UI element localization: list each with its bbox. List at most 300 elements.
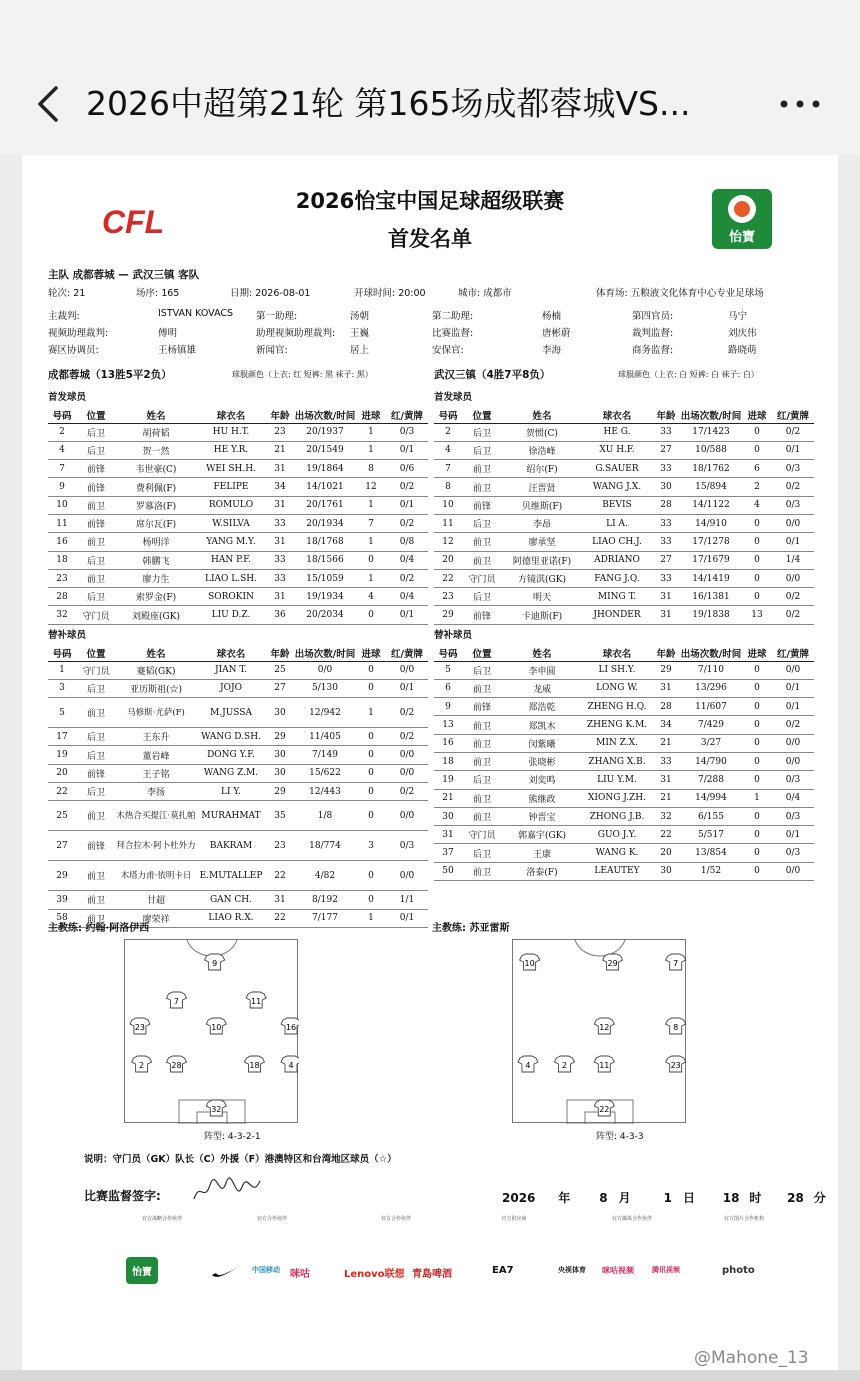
signature-date: [502, 1189, 834, 1206]
table-cell: 5: [434, 661, 462, 679]
table-cell: 20/2034: [294, 606, 356, 624]
shirt-number: 10: [211, 1023, 222, 1032]
table-cell: 后卫: [76, 746, 116, 764]
table-cell: 39: [48, 891, 76, 909]
home-formation-pitch: [124, 939, 298, 1123]
table-cell: 10: [434, 496, 462, 514]
date-hour: 18: [722, 1191, 740, 1205]
label: 助理视频助理裁判:: [256, 328, 336, 339]
table-cell: 27: [266, 679, 294, 697]
table-cell: 前卫: [76, 698, 116, 728]
table-cell: 8/192: [294, 891, 356, 909]
table-cell: 前卫: [76, 496, 116, 514]
table-cell: 3/27: [680, 734, 742, 752]
table-cell: 33: [266, 551, 294, 569]
csl-logo: [710, 187, 774, 251]
table-row: [434, 716, 814, 734]
away-subs-label: 替补球员: [434, 630, 473, 641]
home-kit-colors: 球服颜色（上衣: 红 短裤: 黑 袜子: 黑）: [232, 370, 373, 379]
table-cell: 0: [356, 728, 386, 746]
table-cell: LIAO R.X.: [196, 909, 266, 927]
table-cell: 前卫: [462, 460, 502, 478]
column-header: 位置: [462, 645, 502, 661]
home-coach: 主教练: 约翰·阿洛伊西: [48, 923, 150, 934]
table-cell: 29: [652, 661, 680, 679]
sponsor-logo: Lenovo联想: [344, 1269, 405, 1280]
table-cell: 19/1934: [294, 588, 356, 606]
table-cell: 35: [266, 801, 294, 831]
column-header: 年龄: [652, 645, 680, 661]
table-cell: 0/0: [772, 752, 814, 770]
player-shirt-icon: [166, 992, 186, 1008]
table-row: [48, 801, 428, 831]
table-cell: 0: [742, 423, 772, 441]
table-cell: 0/3: [386, 423, 428, 441]
table-cell: ZHANG X.B.: [582, 752, 652, 770]
table-cell: 前卫: [76, 891, 116, 909]
table-cell: 贝维斯(F): [502, 496, 582, 514]
table-cell: 7/429: [680, 716, 742, 734]
shirt-number: 7: [673, 959, 679, 968]
table-row: [48, 861, 428, 891]
table-cell: 7/110: [680, 661, 742, 679]
info-row-1: [48, 285, 828, 302]
away-formation-label: 阵型: 4-3-3: [596, 1132, 644, 1142]
back-icon[interactable]: [30, 84, 70, 124]
table-cell: W.SILVA: [196, 514, 266, 532]
info-kickoff: 开球时间: 20:00: [354, 288, 426, 299]
table-cell: WEI SH.H.: [196, 460, 266, 478]
table-cell: 16: [434, 734, 462, 752]
sponsor-logo: 咪咕视频: [602, 1266, 634, 1275]
table-row: [434, 588, 814, 606]
table-cell: G.SAUER: [582, 460, 652, 478]
table-cell: 18/1762: [680, 460, 742, 478]
table-cell: 0: [742, 588, 772, 606]
table-cell: 0/3: [386, 831, 428, 861]
table-cell: MURAHMAT: [196, 801, 266, 831]
table-cell: 徐浩峰: [502, 441, 582, 459]
partner-tag: 官方战略合作伙伴: [141, 1216, 182, 1222]
table-cell: 明天: [502, 588, 582, 606]
table-cell: 0/2: [772, 716, 814, 734]
label: 主裁判:: [48, 311, 80, 322]
table-cell: HU H.T.: [196, 423, 266, 441]
table-cell: 郑浩乾: [502, 698, 582, 716]
table-cell: 0/2: [772, 423, 814, 441]
sponsor-logo: 青島啤酒: [412, 1269, 452, 1280]
table-cell: 33: [652, 569, 680, 587]
date-unit: 月: [618, 1191, 631, 1205]
table-cell: 后卫: [76, 679, 116, 697]
table-cell: 胡荷韬: [116, 423, 196, 441]
column-header: 红/黄牌: [772, 407, 814, 423]
info-row-3: [48, 325, 828, 342]
table-cell: 15/622: [294, 764, 356, 782]
table-cell: 0: [356, 746, 386, 764]
table-row: [48, 514, 428, 532]
table-cell: 亚历斯祖(☆): [116, 679, 196, 697]
signature-scribble: [190, 1175, 270, 1207]
table-cell: 0/1: [772, 679, 814, 697]
partner-tags: [22, 1215, 838, 1235]
table-cell: 0/1: [386, 606, 428, 624]
table-cell: 23: [266, 423, 294, 441]
table-cell: 0/0: [386, 661, 428, 679]
table-row: [434, 569, 814, 587]
table-cell: 前卫: [462, 752, 502, 770]
table-cell: 0/1: [772, 533, 814, 551]
table-cell: 王康: [502, 844, 582, 862]
date-day: 1: [663, 1191, 672, 1205]
column-header: 位置: [76, 645, 116, 661]
table-row: [434, 679, 814, 697]
column-header: 出场次数/时间: [294, 645, 356, 661]
table-cell: 后卫: [462, 661, 502, 679]
table-cell: 0: [742, 661, 772, 679]
label: 裁判监督:: [632, 328, 674, 339]
table-cell: FELIPE: [196, 478, 266, 496]
table-cell: 守门员: [76, 661, 116, 679]
table-cell: LIU Y.M.: [582, 771, 652, 789]
table-row: [48, 478, 428, 496]
table-cell: 前锋: [76, 831, 116, 861]
table-cell: 30: [266, 764, 294, 782]
table-cell: 绍尔(F): [502, 460, 582, 478]
partner-tag: 官方图片合作机构: [723, 1216, 764, 1222]
value: 马宁: [728, 311, 748, 322]
table-cell: 0: [356, 861, 386, 891]
table-row: [48, 460, 428, 478]
table-cell: M.JUSSA: [196, 698, 266, 728]
table-cell: 6: [742, 460, 772, 478]
player-shirt-icon: [205, 954, 225, 970]
table-cell: 16/1381: [680, 588, 742, 606]
value: 刘庆伟: [728, 328, 757, 339]
table-cell: 0: [356, 782, 386, 800]
table-cell: 10/588: [680, 441, 742, 459]
table-header: [48, 645, 428, 661]
table-cell: 31: [266, 533, 294, 551]
table-cell: 1: [48, 661, 76, 679]
table-cell: GAN CH.: [196, 891, 266, 909]
nike-swoosh-icon: [210, 1265, 240, 1279]
table-cell: 前卫: [76, 909, 116, 927]
table-cell: 7: [356, 514, 386, 532]
table-cell: 马修斯·尤萨(F): [116, 698, 196, 728]
column-header: 姓名: [116, 407, 196, 423]
table-row: [434, 698, 814, 716]
value: 居上: [350, 345, 370, 356]
table-cell: 前锋: [76, 478, 116, 496]
table-cell: 18: [434, 752, 462, 770]
table-cell: 0/2: [386, 514, 428, 532]
column-header: 号码: [434, 645, 462, 661]
table-cell: 韩鹏飞: [116, 551, 196, 569]
table-cell: 0: [356, 891, 386, 909]
home-starters-table: [48, 407, 428, 625]
table-cell: LI A.: [582, 514, 652, 532]
table-row: [434, 606, 814, 624]
table-cell: 0/2: [772, 606, 814, 624]
signature-label: 比赛监督签字:: [84, 1189, 161, 1203]
table-cell: 58: [48, 909, 76, 927]
table-cell: WANG D.SH.: [196, 728, 266, 746]
table-cell: 33: [652, 752, 680, 770]
table-cell: 钟晋宝: [502, 807, 582, 825]
shirt-number: 2: [561, 1061, 568, 1070]
home-subs-table: [48, 645, 428, 928]
cfl-logo-text: CFL: [102, 204, 165, 240]
column-header: 号码: [48, 645, 76, 661]
table-cell: 洛泰(F): [502, 862, 582, 880]
table-cell: 0: [742, 734, 772, 752]
table-cell: 拜合拉木·阿卜杜外力: [116, 831, 196, 861]
table-cell: 后卫: [76, 588, 116, 606]
table-cell: 5/517: [680, 826, 742, 844]
table-cell: E.MUTALLEP: [196, 861, 266, 891]
table-cell: 3: [356, 831, 386, 861]
table-cell: 0/3: [772, 496, 814, 514]
table-cell: LONG W.: [582, 679, 652, 697]
table-cell: 18/1566: [294, 551, 356, 569]
more-icon[interactable]: [778, 92, 822, 116]
value: 李海: [542, 345, 562, 356]
table-row: [434, 771, 814, 789]
player-shirt-icon: [603, 954, 623, 970]
table-row: [48, 606, 428, 624]
table-cell: 前卫: [462, 551, 502, 569]
table-header: [48, 407, 428, 423]
info-stadium: 体育场: 五粮液文化体育中心专业足球场: [596, 288, 764, 299]
csl-logo-text: 怡寶: [728, 230, 756, 245]
column-header: 出场次数/时间: [294, 407, 356, 423]
table-cell: 0/2: [772, 478, 814, 496]
table-cell: 0/0: [772, 862, 814, 880]
column-header: 年龄: [266, 407, 294, 423]
table-cell: 前锋: [76, 514, 116, 532]
table-row: [48, 782, 428, 800]
table-cell: 29: [266, 782, 294, 800]
label: 商务监督:: [632, 345, 674, 356]
table-cell: 18/1768: [294, 533, 356, 551]
table-row: [48, 728, 428, 746]
table-cell: 后卫: [76, 728, 116, 746]
table-cell: 索罗金(F): [116, 588, 196, 606]
table-cell: 22: [266, 909, 294, 927]
table-cell: 3: [48, 679, 76, 697]
table-cell: 0: [356, 551, 386, 569]
table-row: [434, 826, 814, 844]
table-cell: 李申圆: [502, 661, 582, 679]
player-shirt-icon: [281, 1056, 299, 1072]
table-cell: LIAO L.SH.: [196, 569, 266, 587]
table-cell: DONG Y.F.: [196, 746, 266, 764]
shirt-number: 22: [599, 1105, 610, 1114]
home-subs-label: 替补球员: [48, 630, 87, 641]
shirt-number: 9: [212, 959, 218, 968]
table-cell: 方镜淇(GK): [502, 569, 582, 587]
table-row: [48, 661, 428, 679]
table-cell: 0/2: [772, 588, 814, 606]
column-header: 球衣名: [196, 407, 266, 423]
away-formation-pitch: [512, 939, 686, 1123]
away-starters-label: 首发球员: [434, 392, 473, 403]
table-cell: 0/0: [772, 569, 814, 587]
table-cell: 前卫: [462, 862, 502, 880]
player-shirt-icon: [666, 1056, 686, 1072]
table-cell: 20/1761: [294, 496, 356, 514]
table-cell: 0: [356, 801, 386, 831]
value: 王巍: [350, 328, 370, 339]
table-cell: 后卫: [76, 423, 116, 441]
table-header: [434, 645, 814, 661]
table-cell: 13/854: [680, 844, 742, 862]
value: 王杨镇雄: [158, 345, 197, 356]
table-cell: 7: [434, 460, 462, 478]
table-cell: 31: [652, 588, 680, 606]
table-cell: 4: [742, 496, 772, 514]
table-cell: 廖荣祥: [116, 909, 196, 927]
table-cell: 31: [652, 606, 680, 624]
player-shirt-icon: [206, 1018, 226, 1034]
table-cell: 前卫: [76, 861, 116, 891]
table-cell: 0/2: [386, 782, 428, 800]
table-cell: HAN P.F.: [196, 551, 266, 569]
table-cell: 1: [356, 496, 386, 514]
table-cell: JOJO: [196, 679, 266, 697]
table-cell: 0/8: [386, 533, 428, 551]
table-cell: 0: [356, 679, 386, 697]
table-cell: 李昂: [502, 514, 582, 532]
table-cell: 20/1937: [294, 423, 356, 441]
table-cell: 27: [652, 551, 680, 569]
table-cell: 23: [266, 831, 294, 861]
watermark: @Mahone_13: [694, 1348, 809, 1368]
table-cell: 31: [434, 826, 462, 844]
label: 视频助理裁判:: [48, 328, 109, 339]
table-cell: 0/0: [294, 661, 356, 679]
footer-strip: [0, 1370, 860, 1381]
pitch-svg: [513, 940, 687, 1124]
table-cell: 守门员: [462, 569, 502, 587]
player-shirt-icon: [594, 1018, 614, 1034]
column-header: 姓名: [502, 407, 582, 423]
shirt-number: 12: [599, 1023, 610, 1032]
table-cell: 15/1059: [294, 569, 356, 587]
table-cell: 30: [652, 862, 680, 880]
table-row: [48, 831, 428, 861]
table-cell: 5: [48, 698, 76, 728]
column-header: 位置: [76, 407, 116, 423]
label: 第四官员:: [632, 311, 674, 322]
table-cell: 1: [742, 789, 772, 807]
shirt-number: 18: [249, 1061, 260, 1070]
column-header: 号码: [434, 407, 462, 423]
table-cell: 0/1: [386, 441, 428, 459]
table-cell: 2: [434, 423, 462, 441]
table-row: [48, 891, 428, 909]
table-cell: 33: [652, 533, 680, 551]
table-cell: 50: [434, 862, 462, 880]
table-cell: 33: [652, 423, 680, 441]
column-header: 姓名: [502, 645, 582, 661]
table-cell: 闵紫曦: [502, 734, 582, 752]
table-cell: 4: [434, 441, 462, 459]
column-header: 红/黄牌: [386, 645, 428, 661]
info-date: 日期: 2026-08-01: [230, 288, 311, 299]
away-starters-table: [434, 407, 814, 625]
home-formation-label: 阵型: 4-3-2-1: [204, 1132, 261, 1142]
column-header: 年龄: [652, 407, 680, 423]
away-subs-table: [434, 645, 814, 881]
table-row: [48, 764, 428, 782]
table-cell: LIU D.Z.: [196, 606, 266, 624]
table-cell: 36: [266, 606, 294, 624]
table-row: [434, 862, 814, 880]
column-header: 号码: [48, 407, 76, 423]
table-cell: 木塔力甫·依明卡日: [116, 861, 196, 891]
table-cell: WANG K.: [582, 844, 652, 862]
value: 路晓萌: [728, 345, 757, 356]
table-cell: 25: [266, 661, 294, 679]
table-cell: 席尔瓦(F): [116, 514, 196, 532]
table-cell: 13: [742, 606, 772, 624]
table-cell: 0: [356, 606, 386, 624]
table-cell: 0: [742, 551, 772, 569]
table-cell: 廖承坚: [502, 533, 582, 551]
player-shirt-icon: [166, 1056, 186, 1072]
table-cell: 0: [742, 807, 772, 825]
sponsor-logo: 央视体育: [558, 1266, 586, 1274]
table-cell: 0/1: [386, 909, 428, 927]
table-cell: 0: [742, 533, 772, 551]
table-cell: 29: [266, 728, 294, 746]
info-round: 轮次: 21: [48, 288, 86, 299]
table-cell: 4: [48, 441, 76, 459]
table-row: [434, 807, 814, 825]
shirt-number: 11: [251, 997, 262, 1006]
table-cell: 33: [652, 460, 680, 478]
table-row: [48, 588, 428, 606]
sponsor-logo: 咪咕: [290, 1269, 310, 1280]
date-month: 8: [599, 1191, 608, 1205]
table-cell: 11: [48, 514, 76, 532]
table-cell: 11/405: [294, 728, 356, 746]
table-cell: 罗慕洛(F): [116, 496, 196, 514]
table-cell: 前卫: [76, 533, 116, 551]
table-cell: 1: [356, 909, 386, 927]
date-unit: 年: [558, 1191, 571, 1205]
table-row: [48, 496, 428, 514]
table-row: [434, 478, 814, 496]
table-cell: 0/2: [386, 698, 428, 728]
table-cell: 费利佩(F): [116, 478, 196, 496]
table-cell: 0/2: [386, 728, 428, 746]
table-row: [48, 551, 428, 569]
table-cell: 20: [652, 844, 680, 862]
info-city: 城市: 成都市: [458, 288, 512, 299]
table-cell: 13: [434, 716, 462, 734]
shirt-number: 7: [173, 997, 180, 1006]
table-cell: 0/0: [772, 661, 814, 679]
top-nav-bar: [0, 0, 860, 155]
label: 新闻官:: [256, 345, 288, 356]
player-shirt-icon: [518, 1056, 538, 1072]
table-cell: 2: [48, 423, 76, 441]
table-row: [48, 679, 428, 697]
partner-tag: 官方合作伙伴: [256, 1216, 287, 1222]
